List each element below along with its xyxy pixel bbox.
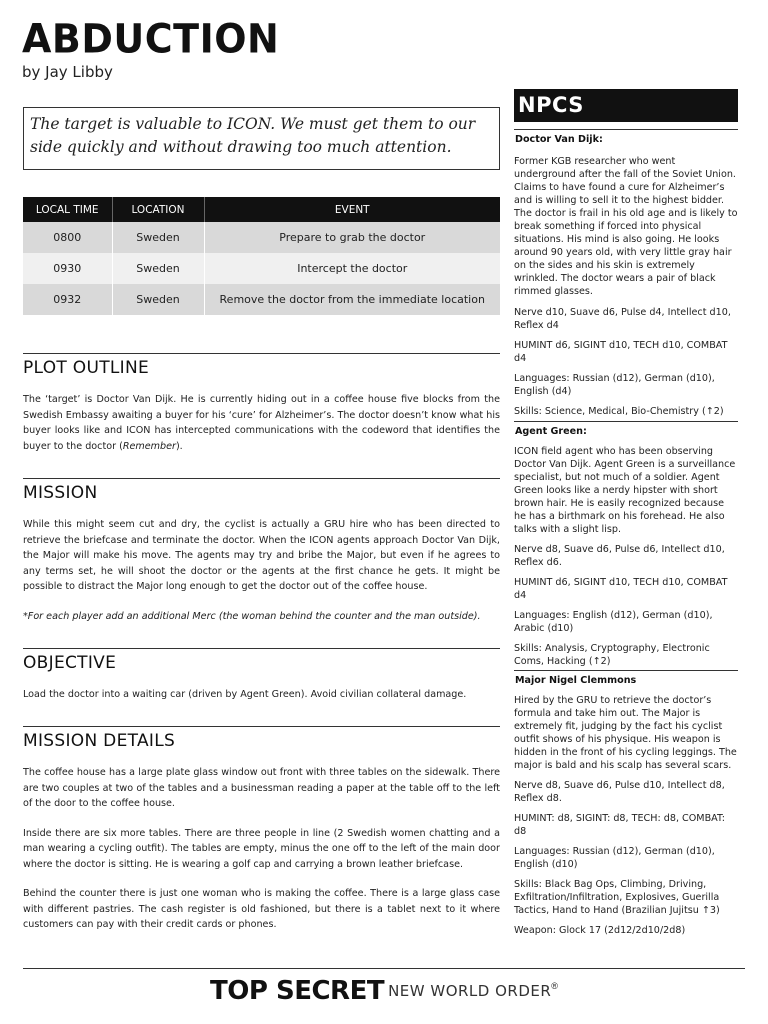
timeline-cell-location: Sweden <box>112 284 204 315</box>
registered-mark: ® <box>551 980 558 991</box>
npc-name: Major Nigel Clemmons <box>515 675 637 686</box>
timeline-header-event: EVENT <box>204 197 500 222</box>
npcs-heading: NPCS <box>514 89 738 122</box>
npc-attributes: Nerve d8, Suave d6, Pulse d10, Intellect d8, Reflex d8. <box>514 780 725 804</box>
brand-logo: TOP SECRET <box>210 976 385 1006</box>
details-paragraph: Behind the counter there is just one woman who is making the coffee. There is a large glass case with different pastries. The cash register is old fashioned, but there is a tablet next to it where customers can pay with their credit cards or phones. <box>23 888 500 930</box>
npc-attributes: Nerve d10, Suave d6, Pulse d4, Intellect d10, Reflex d4 <box>514 307 731 331</box>
section-divider <box>23 648 500 649</box>
mission-text: While this might seem cut and dry, the cyclist is actually a GRU hire who has been directed to retrieve the briefcase and terminate the doctor. When the ICON agents approach Doctor Van Dijk, the Major will make his move. The agents may try and bribe the Major, but even if he agrees to any terms set, he will shoot the doctor or the agents at the first chance he gets. It might be possible to distract the Major long enough to get the doctor out of the coffee house. <box>23 519 500 592</box>
timeline-cell-location: Sweden <box>112 253 204 284</box>
npc-languages: Languages: Russian (d12), German (d10), English (d10) <box>514 846 715 870</box>
npc-skills: Skills: Science, Medical, Bio-Chemistry (↑2) <box>514 406 724 417</box>
timeline-header-row <box>23 197 500 222</box>
section-heading: MISSION DETAILS <box>23 731 176 751</box>
timeline-cell-time: 0930 <box>23 253 112 284</box>
mission-section <box>23 478 500 624</box>
objective-section <box>23 648 500 703</box>
table-row <box>23 253 500 284</box>
npc-name: Doctor Van Dijk: <box>515 134 603 145</box>
npc-skill-ratings: HUMINT: d8, SIGINT: d8, TECH: d8, COMBAT: d8 <box>514 813 726 837</box>
author-byline: by Jay Libby <box>22 63 113 81</box>
intro-callout: The target is valuable to ICON. We must get them to our side quickly and without drawing too much attention. <box>23 107 500 170</box>
details-paragraph: Inside there are six more tables. There are three people in line (2 Swedish women chatting and a man wearing a cycling outfit). The tables are empty, minus the one off to the left of the main door where the doctor is sitting. He is wearing a golf cap and carrying a brown leather briefcase. <box>23 827 500 870</box>
npc-skill-ratings: HUMINT d6, SIGINT d10, TECH d10, COMBAT d4 <box>514 577 728 601</box>
section-heading: PLOT OUTLINE <box>23 358 150 378</box>
section-heading: OBJECTIVE <box>23 653 117 673</box>
timeline-cell-event: Prepare to grab the doctor <box>204 222 500 253</box>
npc-skills: Skills: Black Bag Ops, Climbing, Driving, Exfiltration/Infiltration, Explosives, Guerilla Tactics, Hand to Hand (Brazilian Jujitsu ↑3) <box>514 879 720 916</box>
table-row <box>23 222 500 253</box>
npc-skills: Skills: Analysis, Cryptography, Electronic Coms, Hacking (↑2) <box>514 643 710 667</box>
section-divider <box>23 478 500 479</box>
footer-divider <box>23 968 745 969</box>
timeline-header-location: LOCATION <box>112 197 204 222</box>
codeword: Remember <box>122 440 176 452</box>
mission-details-section <box>23 726 500 933</box>
brand-tagline: NEW WORLD ORDER <box>388 982 552 1000</box>
timeline-table <box>23 197 500 315</box>
details-paragraph: The coffee house has a large plate glass window out front with three tables on the sidewalk. There are two couples at two of the tables and a businessman reading a paper at the table off to the left of the door to the coffee house. <box>23 767 500 809</box>
timeline-cell-location: Sweden <box>112 222 204 253</box>
npc-name: Agent Green: <box>515 426 587 437</box>
section-divider <box>23 726 500 727</box>
npc-description: ICON field agent who has been observing Doctor Van Dijk. Agent Green is a surveillance specialist, but not much of a soldier. Agent Green looks like a nerdy hipster with short brown hair. He is easily recognized because he has a birthmark on his forehead. He also talks with a slight lisp. <box>514 446 736 535</box>
timeline-cell-time: 0800 <box>23 222 112 253</box>
npcs-sidebar <box>514 89 738 937</box>
npc-description: Former KGB researcher who went underground after the fall of the Soviet Union. Claims to have found a cure for Alzheimer’s and is willing to sell it to the highest bidder. The doctor is frail in his old age and is likely to break something if forced into physical situations. His mind is also going. He looks around 90 years old, with very little gray hair on the sides and his skin is extremely wrinkled. The doctor wears a pair of black rimmed glasses. <box>514 156 738 297</box>
timeline-cell-time: 0932 <box>23 284 112 315</box>
npc-weapon: Weapon: Glock 17 (2d12/2d10/2d8) <box>514 925 686 936</box>
plot-outline-text: The ‘target’ is Doctor Van Dijk. He is currently hiding out in a coffee house five blocks from the Swedish Embassy awaiting a buyer for his ‘cure’ for Alzheimer’s. The doctor doesn’t know what his buyer looks like and ICON has intercepted communications with the codeword that identifies the buyer to the doctor (Remember). <box>23 394 500 452</box>
npc-skill-ratings: HUMINT d6, SIGINT d10, TECH d10, COMBAT d4 <box>514 340 728 364</box>
npc-description: Hired by the GRU to retrieve the doctor’s formula and take him out. The Major is extremely fit, judging by the fact his cyclist outfit shows of his physique. His weapon is hidden in the front of his cycling leggings. The major is bald and his scalp has several scars. <box>514 695 737 771</box>
document-title: ABDUCTION <box>22 15 280 63</box>
section-divider <box>23 353 500 354</box>
timeline-header-time: LOCAL TIME <box>23 197 112 222</box>
npc-languages: Languages: English (d12), German (d10), Arabic (d10) <box>514 610 713 634</box>
npc-languages: Languages: Russian (d12), German (d10), English (d4) <box>514 373 715 397</box>
footer-logo <box>0 976 768 1006</box>
npc-attributes: Nerve d8, Suave d6, Pulse d6, Intellect d10, Reflex d6. <box>514 544 725 568</box>
timeline-cell-event: Intercept the doctor <box>204 253 500 284</box>
section-heading: MISSION <box>23 483 98 503</box>
objective-text: Load the doctor into a waiting car (driven by Agent Green). Avoid civilian collateral damage. <box>23 689 467 700</box>
table-row <box>23 284 500 315</box>
mission-note: *For each player add an additional Merc (the woman behind the counter and the man outside). <box>23 610 481 622</box>
plot-outline-section <box>23 353 500 454</box>
timeline-cell-event: Remove the doctor from the immediate location <box>204 284 500 315</box>
